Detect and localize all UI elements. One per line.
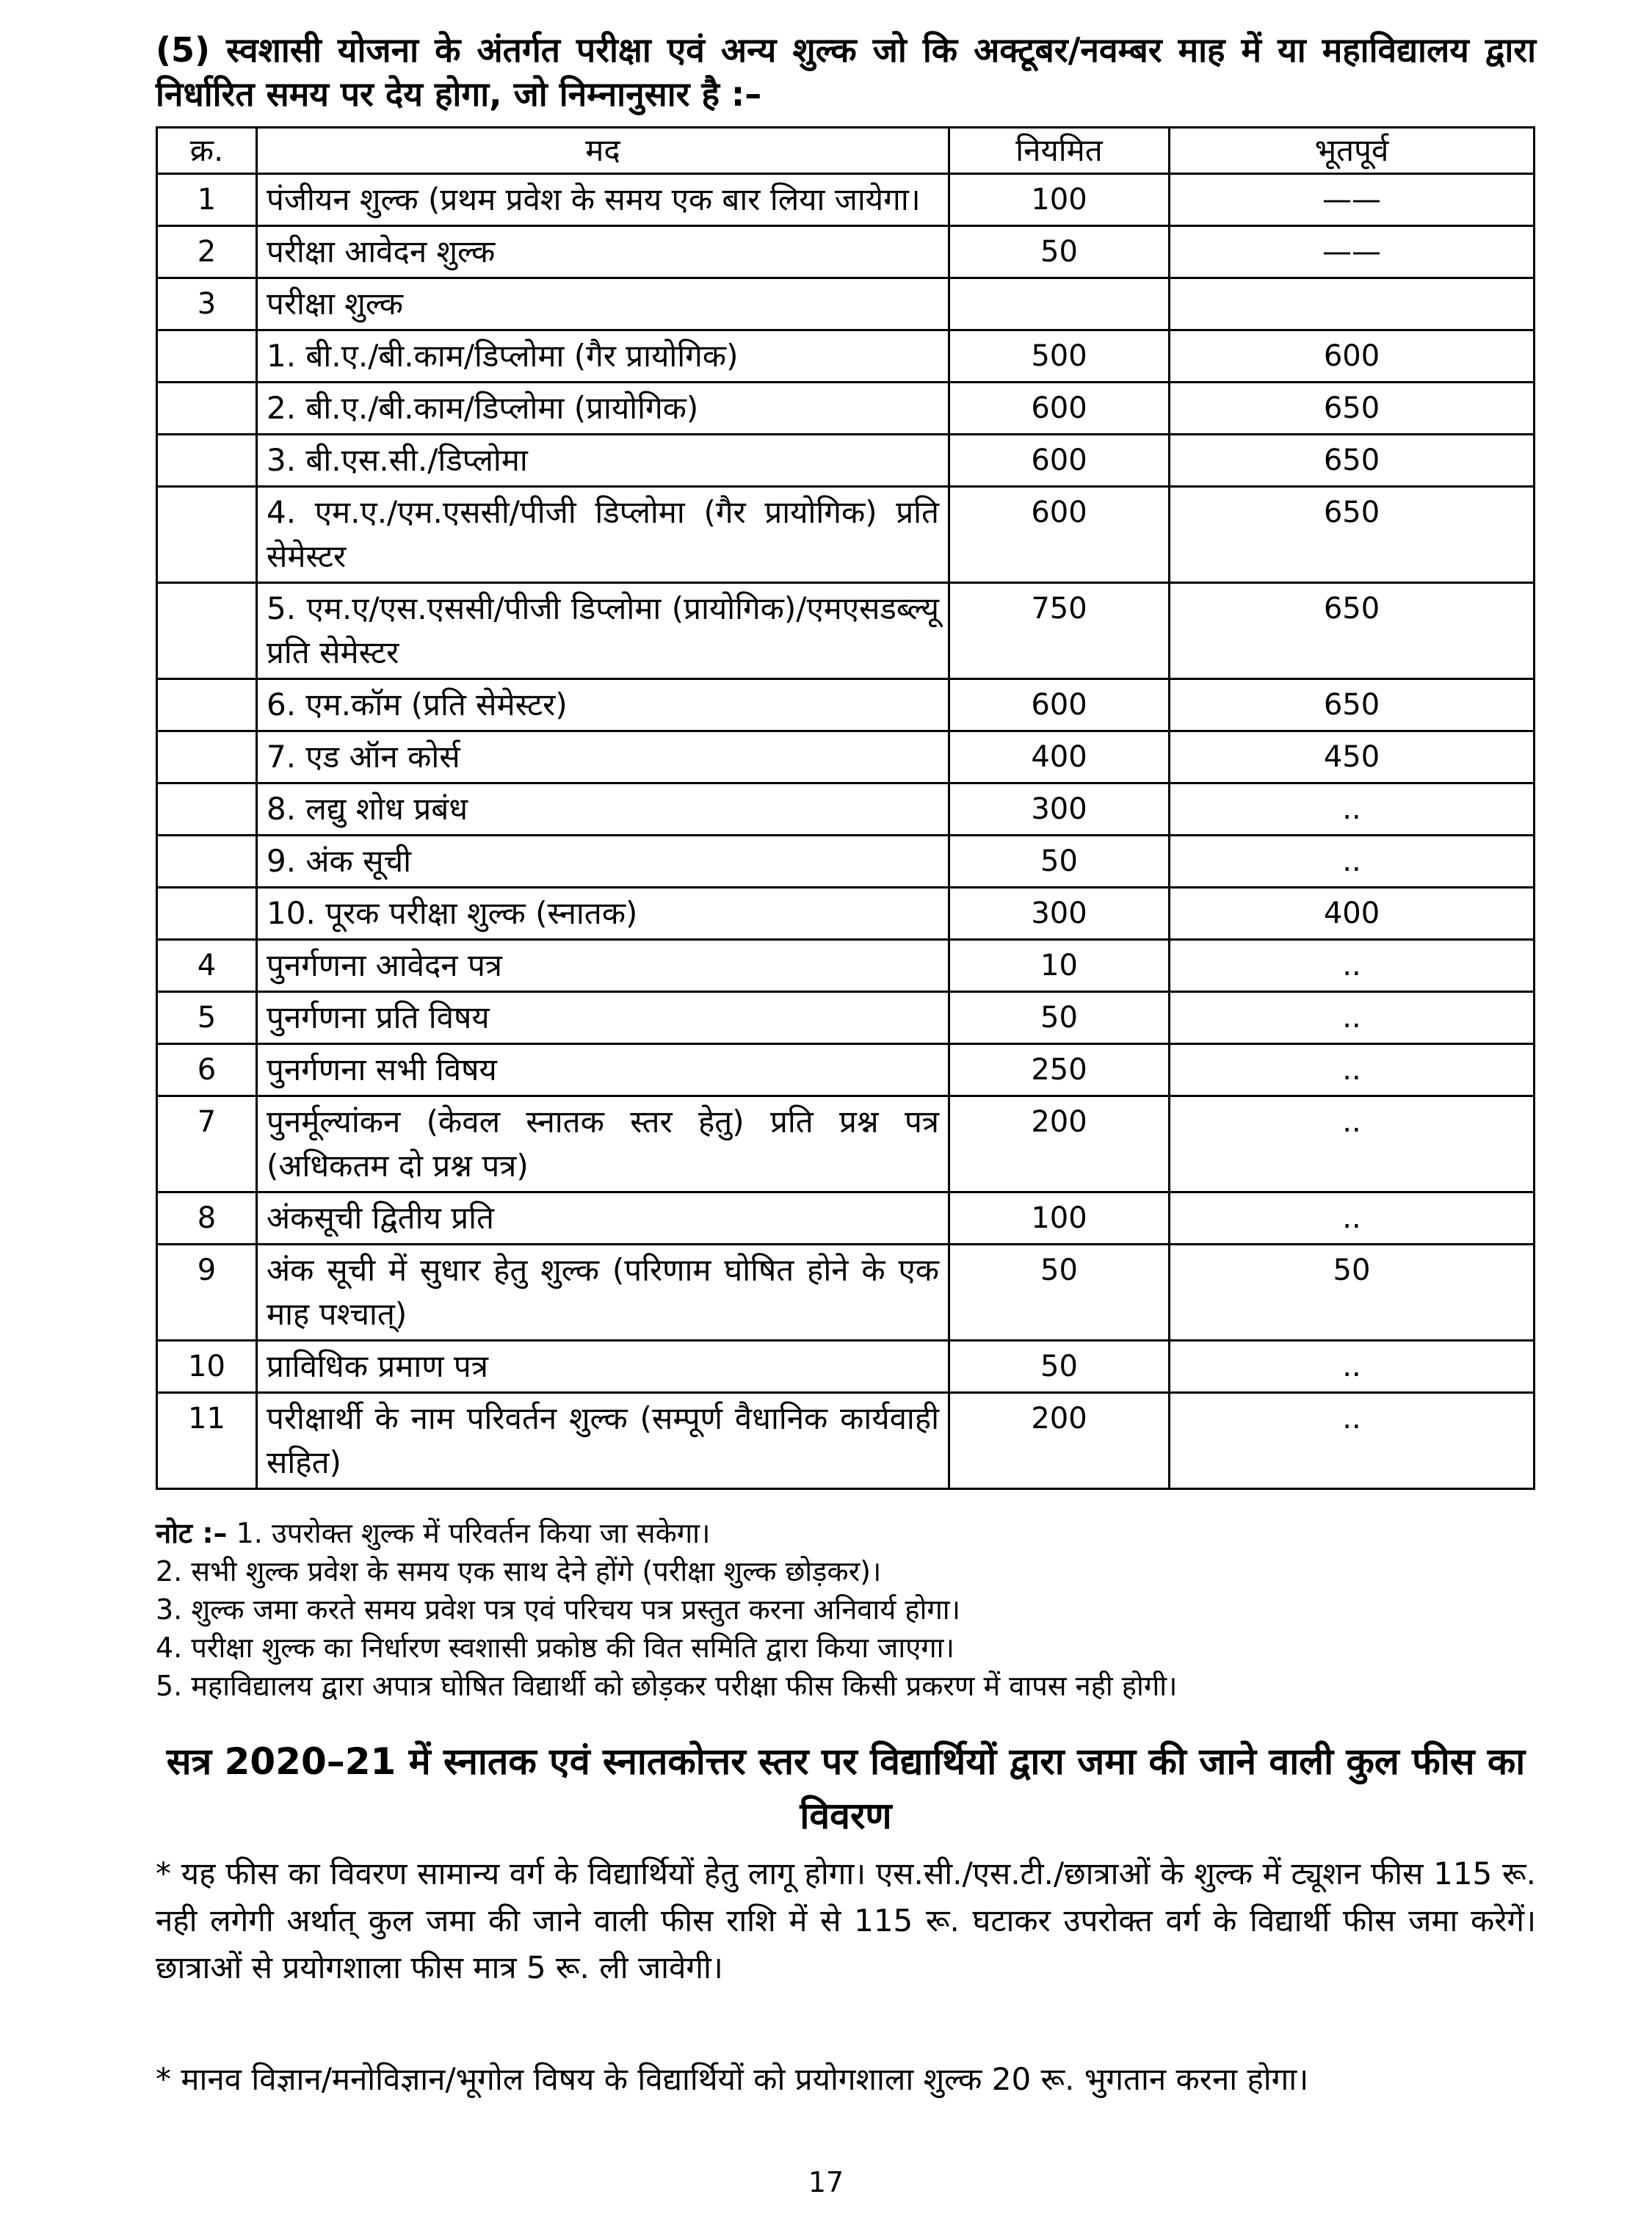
- table-row: [157, 1044, 1535, 1096]
- cell-ex-student-fee: ..: [1170, 940, 1535, 992]
- cell-ex-student-fee: ..: [1170, 1096, 1535, 1192]
- note-item: [156, 1514, 1536, 1552]
- cell-regular-fee: 600: [949, 679, 1170, 731]
- cell-serial: 8: [157, 1192, 257, 1245]
- cell-regular-fee: 600: [949, 487, 1170, 583]
- note-item: 4. परीक्षा शुल्क का निर्धारण स्वशासी प्रकोष्ठ की वित समिति द्वारा किया जाएगा।: [156, 1632, 954, 1664]
- table-row: [157, 1341, 1535, 1393]
- cell-item: 4. एम.ए./एम.एससी/पीजी डिप्लोमा (गैर प्रायोगिक) प्रति सेमेस्टर: [257, 487, 949, 583]
- cell-serial: [157, 836, 257, 888]
- cell-regular-fee: 50: [949, 226, 1170, 278]
- fee-table: [156, 126, 1535, 1490]
- fee-table-body: [157, 174, 1535, 1489]
- cell-serial: [157, 330, 257, 383]
- cell-ex-student-fee: 650: [1170, 383, 1535, 435]
- section-title: सत्र 2020–21 में स्नातक एवं स्नातकोत्तर स्तर पर विद्यार्थियों द्वारा जमा की जाने वाली कुल फीस का विवरण: [166, 1740, 1526, 1837]
- note-text: 1. उपरोक्त शुल्क में परिवर्तन किया जा सकेगा।: [236, 1517, 711, 1549]
- table-row: [157, 383, 1535, 435]
- notes-section: [156, 1514, 1536, 1705]
- cell-item: पुनर्गणना प्रति विषय: [257, 992, 949, 1044]
- table-row: [157, 330, 1535, 383]
- cell-item: परीक्षार्थी के नाम परिवर्तन शुल्क (सम्पूर्ण वैधानिक कार्यवाही सहित): [257, 1393, 949, 1489]
- cell-ex-student-fee: ..: [1170, 1044, 1535, 1096]
- cell-serial: 6: [157, 1044, 257, 1096]
- cell-ex-student-fee: ——: [1170, 174, 1535, 226]
- cell-regular-fee: 250: [949, 1044, 1170, 1096]
- cell-item: परीक्षा आवेदन शुल्क: [257, 226, 949, 278]
- cell-serial: [157, 783, 257, 836]
- lab-fee-paragraph: * मानव विज्ञान/मनोविज्ञान/भूगोल विषय के विद्यार्थियों को प्रयोगशाला शुल्क 20 रू. भुगतान करना होगा।: [156, 2061, 1309, 2097]
- table-row: [157, 940, 1535, 992]
- cell-ex-student-fee: ..: [1170, 783, 1535, 836]
- cell-item: अंकसूची द्वितीय प्रति: [257, 1192, 949, 1245]
- cell-regular-fee: 50: [949, 1341, 1170, 1393]
- cell-ex-student-fee: 400: [1170, 888, 1535, 940]
- table-row: [157, 226, 1535, 278]
- cell-ex-student-fee: ..: [1170, 992, 1535, 1044]
- cell-serial: [157, 583, 257, 679]
- cell-serial: 5: [157, 992, 257, 1044]
- fee-info-paragraph: * यह फीस का विवरण सामान्य वर्ग के विद्यार्थियों हेतु लागू होगा। एस.सी./एस.टी./छात्राओं के शुल्क में ट्यूशन फीस 115 रू. नही लगेगी अर्थात् कुल जमा की जाने वाली फीस राशि में से 115 रू. घटाकर उपरोक्त वर्ग के विद्यार्थी फीस जमा करेगें। छात्राओं से प्रयोगशाला फीस मात्र 5 रू. ली जावेगी।: [156, 1856, 1536, 1985]
- cell-serial: 11: [157, 1393, 257, 1489]
- cell-regular-fee: 300: [949, 888, 1170, 940]
- cell-item: 2. बी.ए./बी.काम/डिप्लोमा (प्रायोगिक): [257, 383, 949, 435]
- cell-item: पुनर्गणना सभी विषय: [257, 1044, 949, 1096]
- cell-item: पुनर्गणना आवेदन पत्र: [257, 940, 949, 992]
- cell-regular-fee: 10: [949, 940, 1170, 992]
- table-row: [157, 992, 1535, 1044]
- table-row: [157, 278, 1535, 330]
- cell-serial: 3: [157, 278, 257, 330]
- table-row: [157, 174, 1535, 226]
- cell-ex-student-fee: 450: [1170, 731, 1535, 783]
- cell-serial: [157, 383, 257, 435]
- cell-item: प्राविधिक प्रमाण पत्र: [257, 1341, 949, 1393]
- header-serial: क्र.: [157, 128, 257, 174]
- cell-serial: 2: [157, 226, 257, 278]
- cell-item: पुनर्मूल्यांकन (केवल स्नातक स्तर हेतु) प्रति प्रश्न पत्र (अधिकतम दो प्रश्न पत्र): [257, 1096, 949, 1192]
- cell-regular-fee: 50: [949, 992, 1170, 1044]
- cell-serial: [157, 679, 257, 731]
- cell-item: अंक सूची में सुधार हेतु शुल्क (परिणाम घोषित होने के एक माह पश्चात्): [257, 1245, 949, 1341]
- cell-serial: [157, 435, 257, 487]
- header-regular: नियमित: [949, 128, 1170, 174]
- cell-regular-fee: [949, 278, 1170, 330]
- header-ex-student: भूतपूर्व: [1170, 128, 1535, 174]
- table-header-row: [157, 128, 1535, 174]
- cell-regular-fee: 600: [949, 435, 1170, 487]
- page-number: 17: [808, 2166, 844, 2198]
- cell-regular-fee: 100: [949, 174, 1170, 226]
- cell-serial: 9: [157, 1245, 257, 1341]
- table-row: [157, 583, 1535, 679]
- table-row: [157, 1245, 1535, 1341]
- cell-serial: 1: [157, 174, 257, 226]
- cell-ex-student-fee: 650: [1170, 679, 1535, 731]
- cell-regular-fee: 750: [949, 583, 1170, 679]
- cell-item: परीक्षा शुल्क: [257, 278, 949, 330]
- table-row: [157, 1192, 1535, 1245]
- note-item: 2. सभी शुल्क प्रवेश के समय एक साथ देने होंगे (परीक्षा शुल्क छोड़कर)।: [156, 1555, 882, 1588]
- cell-ex-student-fee: ..: [1170, 1393, 1535, 1489]
- notes-heading: नोट :–: [156, 1517, 228, 1549]
- cell-serial: 4: [157, 940, 257, 992]
- cell-item: 5. एम.ए/एस.एससी/पीजी डिप्लोमा (प्रायोगिक)/एमएसडब्ल्यू प्रति सेमेस्टर: [257, 583, 949, 679]
- cell-item: 8. लद्यु शोध प्रबंध: [257, 783, 949, 836]
- header-item: मद: [257, 128, 949, 174]
- cell-item: 3. बी.एस.सी./डिप्लोमा: [257, 435, 949, 487]
- table-row: [157, 487, 1535, 583]
- cell-regular-fee: 300: [949, 783, 1170, 836]
- cell-serial: 10: [157, 1341, 257, 1393]
- cell-ex-student-fee: ——: [1170, 226, 1535, 278]
- cell-ex-student-fee: ..: [1170, 1341, 1535, 1393]
- cell-regular-fee: 200: [949, 1393, 1170, 1489]
- cell-regular-fee: 200: [949, 1096, 1170, 1192]
- cell-ex-student-fee: 650: [1170, 435, 1535, 487]
- cell-ex-student-fee: [1170, 278, 1535, 330]
- cell-regular-fee: 50: [949, 1245, 1170, 1341]
- cell-item: 7. एड ऑन कोर्स: [257, 731, 949, 783]
- cell-regular-fee: 100: [949, 1192, 1170, 1245]
- cell-ex-student-fee: ..: [1170, 1192, 1535, 1245]
- note-item: 5. महाविद्यालय द्वारा अपात्र घोषित विद्यार्थी को छोड़कर परीक्षा फीस किसी प्रकरण में वापस नही होगी।: [156, 1670, 1178, 1702]
- cell-regular-fee: 500: [949, 330, 1170, 383]
- table-row: [157, 783, 1535, 836]
- cell-regular-fee: 400: [949, 731, 1170, 783]
- note-item: 3. शुल्क जमा करते समय प्रवेश पत्र एवं परिचय पत्र प्रस्तुत करना अनिवार्य होगा।: [156, 1593, 961, 1626]
- cell-item: 1. बी.ए./बी.काम/डिप्लोमा (गैर प्रायोगिक): [257, 330, 949, 383]
- intro-paragraph: (5) स्वशासी योजना के अंतर्गत परीक्षा एवं अन्य शुल्क जो कि अक्टूबर/नवम्बर माह में या महाविद्यालय द्वारा निर्धारित समय पर देय होगा, जो निम्नानुसार है :–: [156, 30, 1536, 114]
- cell-item: पंजीयन शुल्क (प्रथम प्रवेश के समय एक बार लिया जायेगा।: [257, 174, 949, 226]
- cell-ex-student-fee: 50: [1170, 1245, 1535, 1341]
- table-row: [157, 888, 1535, 940]
- table-row: [157, 435, 1535, 487]
- table-row: [157, 731, 1535, 783]
- table-row: [157, 836, 1535, 888]
- cell-item: 10. पूरक परीक्षा शुल्क (स्नातक): [257, 888, 949, 940]
- cell-item: 6. एम.कॉम (प्रति सेमेस्टर): [257, 679, 949, 731]
- cell-ex-student-fee: 650: [1170, 583, 1535, 679]
- cell-item: 9. अंक सूची: [257, 836, 949, 888]
- cell-regular-fee: 600: [949, 383, 1170, 435]
- table-row: [157, 679, 1535, 731]
- cell-serial: [157, 888, 257, 940]
- cell-serial: 7: [157, 1096, 257, 1192]
- cell-ex-student-fee: ..: [1170, 836, 1535, 888]
- cell-ex-student-fee: 650: [1170, 487, 1535, 583]
- table-row: [157, 1096, 1535, 1192]
- table-row: [157, 1393, 1535, 1489]
- cell-regular-fee: 50: [949, 836, 1170, 888]
- cell-serial: [157, 731, 257, 783]
- cell-serial: [157, 487, 257, 583]
- cell-ex-student-fee: 600: [1170, 330, 1535, 383]
